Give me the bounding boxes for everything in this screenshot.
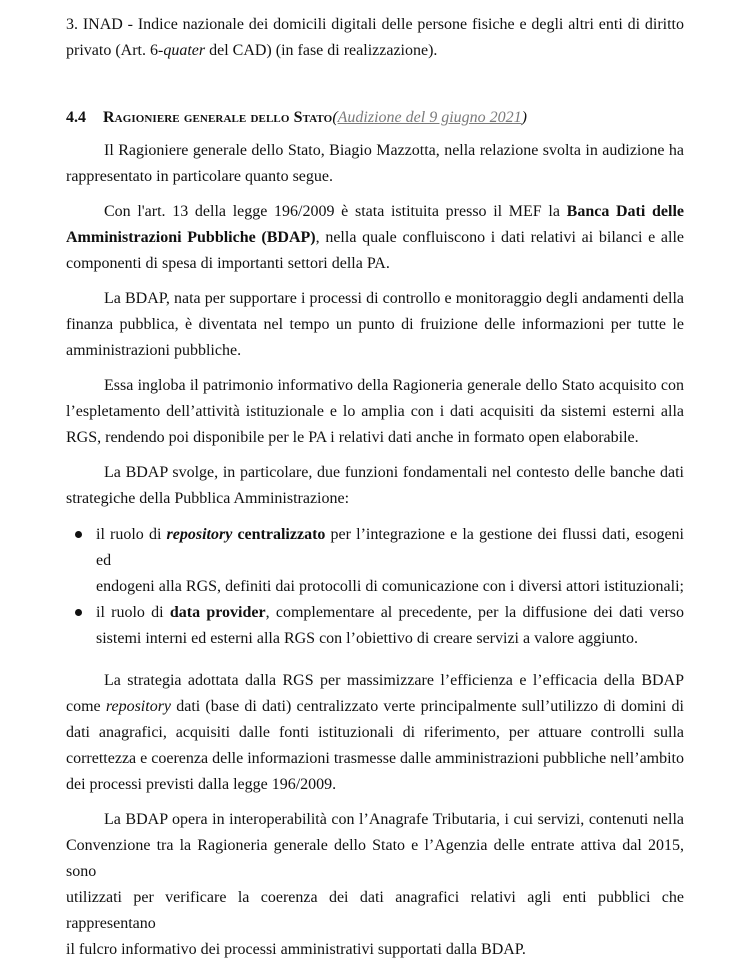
bullet-1-bold: centralizzato: [232, 526, 326, 543]
inad-text: privato (Art. 6-: [66, 42, 164, 59]
p6-line-2: [66, 694, 684, 720]
paragraph-6: [66, 668, 684, 798]
inad-item: [66, 12, 684, 64]
bullet-1-text: il ruolo di: [96, 526, 167, 543]
p7-line-1: La BDAP opera in interoperabilità con l’Anagrafe Tributaria, i cui servizi, contenuti nella: [104, 811, 684, 828]
p4-line-1: Essa ingloba il patrimonio informativo della Ragioneria generale dello Stato acquisito con: [104, 377, 684, 394]
bullet-2-bold: data provider: [169, 604, 266, 621]
p6-line-1: La strategia adottata dalla RGS per massimizzare l’efficienza e l’efficacia della BDAP: [104, 672, 684, 689]
inad-italic: quater: [163, 42, 206, 59]
p4-line-3: RGS, rendendo poi disponibile per le PA i relativi dati anche in formato open elaborabile.: [66, 429, 639, 446]
bullet-1-line-1: [96, 522, 684, 574]
paragraph-7: [66, 807, 684, 963]
section-heading: [66, 105, 684, 131]
bullet-1-text-end: per l’integrazione e la gestione dei flussi dati, esogeni ed: [96, 526, 684, 569]
p2-line-1: [66, 199, 684, 225]
bullet-2-text-end: , complementare al precedente, per la diffusione dei dati verso: [265, 604, 685, 621]
bullet-list: [66, 522, 684, 652]
p6-text: come: [66, 698, 106, 715]
p5-line-2: strategiche della Pubblica Amministrazione:: [66, 490, 350, 507]
p5-line-1: La BDAP svolge, in particolare, due funzioni fondamentali nel contesto delle banche dati: [104, 464, 684, 481]
section-number: 4.4: [66, 109, 86, 126]
p2-bold: Banca Dati delle: [566, 203, 685, 220]
bullet-2-line-1: [96, 600, 684, 626]
document-page: [66, 12, 684, 963]
p7-line-2: Convenzione tra la Ragioneria generale dello Stato e l’Agenzia delle entrate attiva dal 2015, sono: [66, 837, 684, 880]
p6-text-end: dati (base di dati) centralizzato verte principalmente sull’utilizzo di domini di: [171, 698, 684, 715]
open-paren: (: [332, 109, 338, 126]
p1-line-2: rappresentato in particolare quanto segue.: [66, 168, 333, 185]
audizione-link[interactable]: Audizione del 9 giugno 2021: [337, 109, 522, 126]
p1-line-1: Il Ragioniere generale dello Stato, Biagio Mazzotta, nella relazione svolta in audizione ha: [104, 142, 684, 159]
p7-line-4: il fulcro informativo dei processi amministrativi supportati dalla BDAP.: [66, 941, 526, 958]
paragraph-4: [66, 373, 684, 451]
p3-line-3: amministrazioni pubbliche.: [66, 342, 242, 359]
p6-line-3: dati anagrafici, acquisiti dalle fonti istituzionali di riferimento, per attuare controlli sulla: [66, 724, 684, 741]
paragraph-2: [66, 199, 684, 277]
bullet-dot-icon: [75, 609, 82, 616]
bullet-1-bold-italic: repository: [166, 526, 233, 543]
bullet-dot-icon: [75, 531, 82, 538]
p3-line-2: finanza pubblica, è diventata nel tempo un punto di fruizione delle informazioni per tutte le: [66, 316, 684, 333]
p2-bold-2: Amministrazioni Pubbliche (BDAP): [66, 229, 316, 246]
paragraph-5: [66, 460, 684, 512]
paragraph-3: [66, 286, 684, 364]
inad-line-1: 3. INAD - Indice nazionale dei domicili digitali delle persone fisiche e degli altri enti di diritto: [66, 16, 684, 33]
close-paren: ): [521, 109, 527, 126]
inad-text-end: del CAD) (in fase di realizzazione).: [205, 42, 438, 59]
bullet-2-line-2: sistemi interni ed esterni alla RGS con l’obiettivo di creare servizi a valore aggiunto.: [96, 630, 639, 647]
p7-line-3: utilizzati per verificare la coerenza dei dati anagrafici relativi agli enti pubblici che rappresentano: [66, 889, 684, 932]
p6-line-4: correttezza e coerenza delle informazioni trasmesse dalle amministrazioni pubbliche nell’ambito: [66, 750, 684, 767]
bullet-2-text: il ruolo di: [96, 604, 170, 621]
p2-text: Con l'art. 13 della legge 196/2009 è stata istituita presso il MEF la: [104, 203, 567, 220]
p2-line-3: componenti di spesa di importanti settori della PA.: [66, 255, 390, 272]
p6-line-5: dei processi previsti dalla legge 196/2009.: [66, 776, 337, 793]
p2-line-2: [66, 225, 684, 251]
section-title: Ragioniere generale dello Stato: [103, 109, 333, 126]
p2-text-2: , nella quale confluiscono i dati relativi ai bilanci e alle: [315, 229, 685, 246]
p6-italic: repository: [105, 698, 172, 715]
list-item: [66, 522, 684, 600]
list-item: [66, 600, 684, 652]
bullet-1-line-2: endogeni alla RGS, definiti dai protocolli di comunicazione con i diversi attori istituzionali;: [96, 578, 684, 595]
paragraph-1: [66, 138, 684, 190]
p4-line-2: l’espletamento dell’attività istituzionale e lo amplia con i dati acquisiti da sistemi esterni alla: [66, 403, 684, 420]
inad-line-2: [66, 38, 684, 64]
p3-line-1: La BDAP, nata per supportare i processi di controllo e monitoraggio degli andamenti della: [104, 290, 684, 307]
